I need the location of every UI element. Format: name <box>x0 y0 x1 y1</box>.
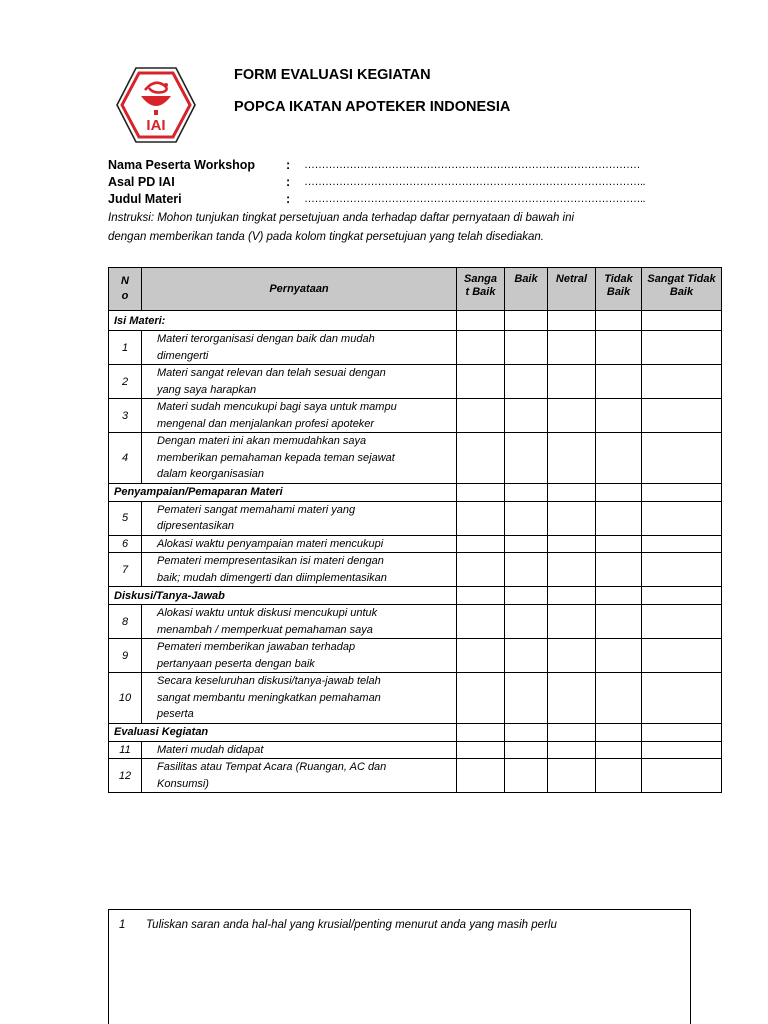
rating-cell[interactable] <box>596 311 642 331</box>
rating-cell[interactable] <box>548 483 596 501</box>
origin-field[interactable]: …………………………………………………………………………………….. <box>304 175 646 188</box>
row-number: 10 <box>109 673 142 724</box>
info-row-topic <box>108 190 708 207</box>
section-title: Diskusi/Tanya-Jawab <box>109 587 457 605</box>
rating-cell[interactable] <box>548 673 596 724</box>
rating-cell[interactable] <box>596 399 642 433</box>
iai-logo <box>115 66 197 144</box>
rating-cell[interactable] <box>505 723 548 741</box>
table-row <box>109 399 722 433</box>
name-field[interactable]: …………………………………………………………………………………… <box>304 158 640 171</box>
rating-cell[interactable] <box>457 331 505 365</box>
info-colon: : <box>286 191 291 206</box>
rating-cell[interactable] <box>457 741 505 759</box>
table-row <box>109 501 722 535</box>
header-baik: Baik <box>505 268 548 311</box>
rating-cell[interactable] <box>505 331 548 365</box>
rating-cell[interactable] <box>596 331 642 365</box>
header-netral: Netral <box>548 268 596 311</box>
rating-cell[interactable] <box>457 365 505 399</box>
rating-cell[interactable] <box>596 483 642 501</box>
rating-cell[interactable] <box>548 553 596 587</box>
table-row <box>109 741 722 759</box>
rating-cell[interactable] <box>596 723 642 741</box>
rating-cell[interactable] <box>457 535 505 553</box>
rating-cell[interactable] <box>596 741 642 759</box>
rating-cell[interactable] <box>596 673 642 724</box>
rating-cell[interactable] <box>642 399 722 433</box>
statement: Fasilitas atau Tempat Acara (Ruangan, AC dan Konsumsi) <box>142 759 457 793</box>
rating-cell[interactable] <box>548 365 596 399</box>
section-row <box>109 587 722 605</box>
rating-cell[interactable] <box>505 399 548 433</box>
rating-cell[interactable] <box>596 587 642 605</box>
rating-cell[interactable] <box>596 501 642 535</box>
rating-cell[interactable] <box>505 639 548 673</box>
rating-cell[interactable] <box>548 433 596 484</box>
statement: Materi terorganisasi dengan baik dan mudah dimengerti <box>142 331 457 365</box>
rating-cell[interactable] <box>457 605 505 639</box>
section-title: Isi Materi: <box>109 311 457 331</box>
rating-cell[interactable] <box>505 759 548 793</box>
statement: Pemateri mempresentasikan isi materi dengan baik; mudah dimengerti dan diimplementasikan <box>142 553 457 587</box>
suggestion-prompt: Tuliskan saran anda hal-hal yang krusial/penting menurut anda yang masih perlu <box>146 919 557 931</box>
table-row <box>109 331 722 365</box>
row-number: 3 <box>109 399 142 433</box>
rating-cell[interactable] <box>642 639 722 673</box>
statement: Materi sudah mencukupi bagi saya untuk mampu mengenal dan menjalankan profesi apoteker <box>142 399 457 433</box>
rating-cell[interactable] <box>642 501 722 535</box>
instruction-line: dengan memberikan tanda (V) pada kolom tingkat persetujuan yang telah disediakan. <box>108 231 545 243</box>
rating-cell[interactable] <box>596 535 642 553</box>
rating-cell[interactable] <box>548 605 596 639</box>
rating-cell[interactable] <box>642 741 722 759</box>
rating-cell[interactable] <box>457 553 505 587</box>
rating-cell[interactable] <box>642 433 722 484</box>
rating-cell[interactable] <box>457 311 505 331</box>
rating-cell[interactable] <box>457 433 505 484</box>
statement: Alokasi waktu untuk diskusi mencukupi untuk menambah / memperkuat pemahaman saya <box>142 605 457 639</box>
rating-cell[interactable] <box>596 365 642 399</box>
participant-info <box>108 156 708 207</box>
section-row <box>109 723 722 741</box>
statement: Pemateri sangat memahami materi yang dipresentasikan <box>142 501 457 535</box>
header-no: N o <box>109 268 142 311</box>
rating-cell[interactable] <box>642 553 722 587</box>
rating-cell[interactable] <box>548 399 596 433</box>
rating-cell[interactable] <box>596 605 642 639</box>
header-tidak-baik: Tidak Baik <box>596 268 642 311</box>
row-number: 6 <box>109 535 142 553</box>
info-label: Asal PD IAI <box>108 174 175 189</box>
rating-cell[interactable] <box>642 605 722 639</box>
rating-cell[interactable] <box>548 639 596 673</box>
rating-cell[interactable] <box>596 553 642 587</box>
rating-cell[interactable] <box>505 501 548 535</box>
topic-field[interactable]: …………………………………………………………………………………….. <box>304 192 646 205</box>
info-label: Nama Peserta Workshop <box>108 157 256 172</box>
suggestion-number: 1 <box>119 919 126 931</box>
rating-cell[interactable] <box>505 587 548 605</box>
row-number: 2 <box>109 365 142 399</box>
suggestion-box[interactable] <box>108 909 691 1024</box>
rating-cell[interactable] <box>505 673 548 724</box>
row-number: 11 <box>109 741 142 759</box>
header-statement: Pernyataan <box>142 268 457 311</box>
table-row <box>109 535 722 553</box>
table-row <box>109 673 722 724</box>
section-title: Penyampaian/Pemaparan Materi <box>109 483 457 501</box>
rating-cell[interactable] <box>505 365 548 399</box>
evaluation-table <box>108 267 722 793</box>
rating-cell[interactable] <box>642 311 722 331</box>
form-title: FORM EVALUASI KEGIATAN <box>234 67 431 83</box>
table-row <box>109 553 722 587</box>
rating-cell[interactable] <box>457 759 505 793</box>
statement: Dengan materi ini akan memudahkan saya memberikan pemahaman kepada teman sejawat dalam keorganisasian <box>142 433 457 484</box>
rating-cell[interactable] <box>642 673 722 724</box>
rating-cell[interactable] <box>457 639 505 673</box>
table-row <box>109 605 722 639</box>
rating-cell[interactable] <box>505 311 548 331</box>
logo-text: IAI <box>146 117 166 134</box>
rating-cell[interactable] <box>642 535 722 553</box>
rating-cell[interactable] <box>548 311 596 331</box>
row-number: 9 <box>109 639 142 673</box>
rating-cell[interactable] <box>548 587 596 605</box>
rating-cell[interactable] <box>596 639 642 673</box>
rating-cell[interactable] <box>505 535 548 553</box>
rating-cell[interactable] <box>505 433 548 484</box>
rating-cell[interactable] <box>548 759 596 793</box>
row-number: 1 <box>109 331 142 365</box>
table-row <box>109 433 722 484</box>
info-colon: : <box>286 174 291 189</box>
info-row-name <box>108 156 708 173</box>
table-row <box>109 759 722 793</box>
section-title: Evaluasi Kegiatan <box>109 723 457 741</box>
rating-cell[interactable] <box>642 483 722 501</box>
rating-cell[interactable] <box>457 587 505 605</box>
rating-cell[interactable] <box>457 399 505 433</box>
info-colon: : <box>286 157 291 172</box>
rating-cell[interactable] <box>457 483 505 501</box>
statement: Materi sangat relevan dan telah sesuai dengan yang saya harapkan <box>142 365 457 399</box>
rating-cell[interactable] <box>505 741 548 759</box>
rating-cell[interactable] <box>548 741 596 759</box>
rating-cell[interactable] <box>642 723 722 741</box>
statement: Secara keseluruhan diskusi/tanya-jawab telah sangat membantu meningkatkan pemahaman peserta <box>142 673 457 724</box>
rating-cell[interactable] <box>457 673 505 724</box>
rating-cell[interactable] <box>642 759 722 793</box>
section-row <box>109 311 722 331</box>
form-subtitle: POPCA IKATAN APOTEKER INDONESIA <box>234 99 511 115</box>
table-row <box>109 639 722 673</box>
statement: Materi mudah didapat <box>142 741 457 759</box>
statement: Alokasi waktu penyampaian materi mencukupi <box>142 535 457 553</box>
rating-cell[interactable] <box>505 483 548 501</box>
row-number: 12 <box>109 759 142 793</box>
instruction-text <box>108 209 668 247</box>
header-sangat-baik: Sanga t Baik <box>457 268 505 311</box>
table-row <box>109 365 722 399</box>
rating-cell[interactable] <box>505 553 548 587</box>
row-number: 4 <box>109 433 142 484</box>
rating-cell[interactable] <box>457 723 505 741</box>
header-row <box>109 268 722 311</box>
header-sangat-tidak-baik: Sangat Tidak Baik <box>642 268 722 311</box>
rating-cell[interactable] <box>596 433 642 484</box>
rating-cell[interactable] <box>548 723 596 741</box>
statement: Pemateri memberikan jawaban terhadap pertanyaan peserta dengan baik <box>142 639 457 673</box>
row-number: 5 <box>109 501 142 535</box>
rating-cell[interactable] <box>642 365 722 399</box>
row-number: 7 <box>109 553 142 587</box>
rating-cell[interactable] <box>505 605 548 639</box>
section-row <box>109 483 722 501</box>
info-label: Judul Materi <box>108 191 182 206</box>
rating-cell[interactable] <box>642 331 722 365</box>
rating-cell[interactable] <box>457 501 505 535</box>
row-number: 8 <box>109 605 142 639</box>
rating-cell[interactable] <box>548 535 596 553</box>
info-row-origin <box>108 173 708 190</box>
rating-cell[interactable] <box>548 331 596 365</box>
rating-cell[interactable] <box>548 501 596 535</box>
instruction-line: Instruksi: Mohon tunjukan tingkat persetujuan anda terhadap daftar pernyataan di bawah ini <box>108 212 575 224</box>
rating-cell[interactable] <box>596 759 642 793</box>
rating-cell[interactable] <box>642 587 722 605</box>
